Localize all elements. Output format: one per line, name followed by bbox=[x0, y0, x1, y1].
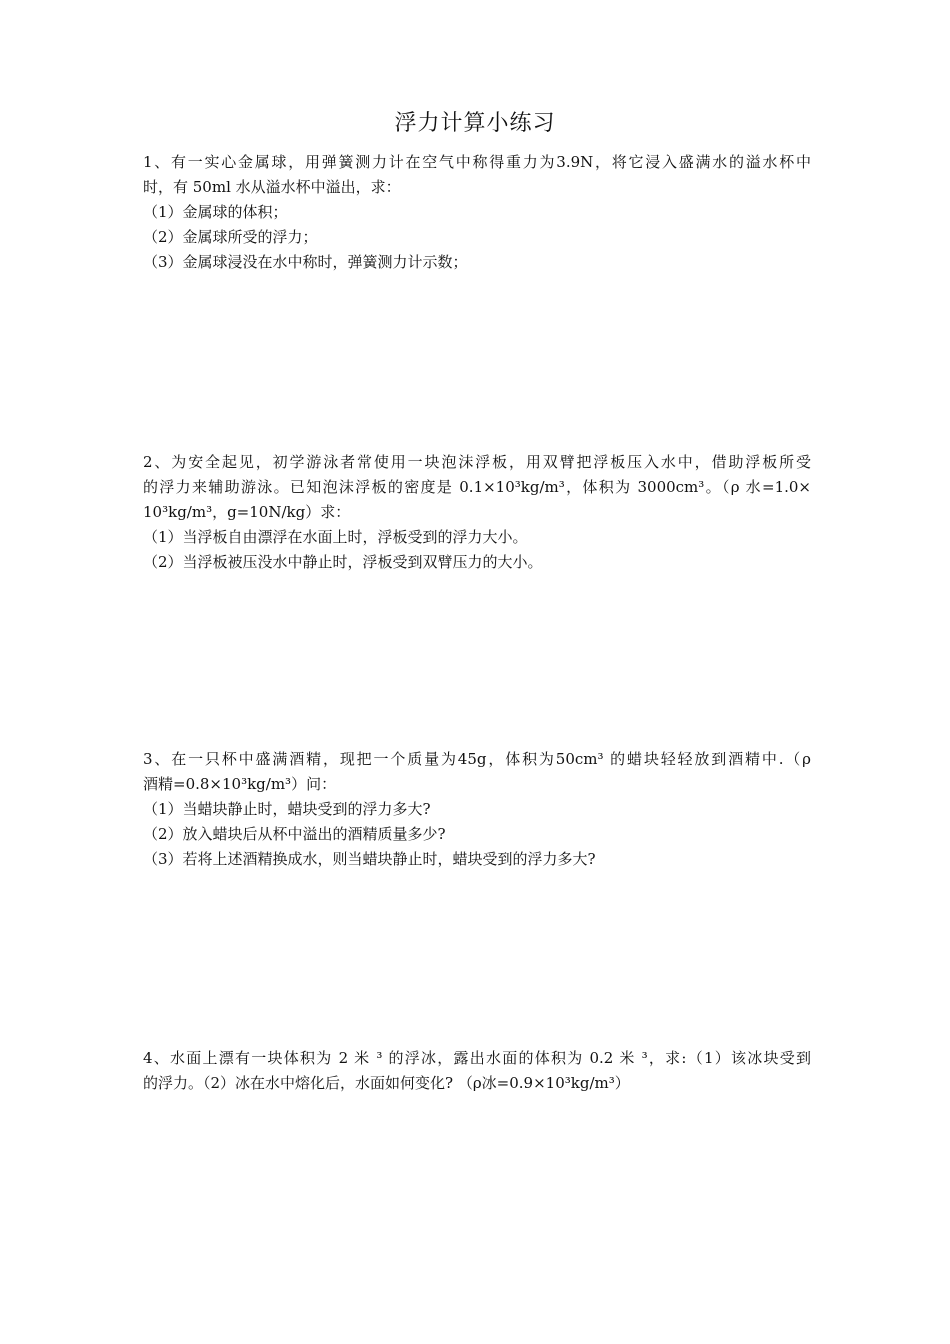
problem-4-line-1: 4、水面上漂有一块体积为 2 米 ³ 的浮冰，露出水面的体积为 0.2 米 ³，求:（1）该冰块受到 bbox=[143, 1049, 811, 1067]
problem-3-question-2: （2）放入蜡块后从杯中溢出的酒精质量多少? bbox=[143, 825, 446, 843]
problem-2-question-1: （1）当浮板自由漂浮在水面上时，浮板受到的浮力大小。 bbox=[143, 528, 528, 546]
problem-1-question-3: （3）金属球浸没在水中称时，弹簧测力计示数； bbox=[143, 253, 468, 271]
problem-3-question-3: （3）若将上述酒精换成水，则当蜡块静止时，蜡块受到的浮力多大? bbox=[143, 850, 596, 868]
problem-2 bbox=[143, 450, 811, 575]
problem-1-question-2: （2）金属球所受的浮力； bbox=[143, 228, 318, 246]
problem-1-line-2: 时，有 50ml 水从溢水杯中溢出，求： bbox=[143, 178, 401, 196]
problem-3-question-1: （1）当蜡块静止时，蜡块受到的浮力多大? bbox=[143, 800, 431, 818]
problem-4-line-2: 的浮力。（2）冰在水中熔化后，水面如何变化? （ρ冰=0.9×10³kg/m³） bbox=[143, 1074, 630, 1092]
problem-2-question-2: （2）当浮板被压没水中静止时，浮板受到双臂压力的大小。 bbox=[143, 553, 543, 571]
problem-4 bbox=[143, 1046, 811, 1096]
problem-1-line-1: 1、有一实心金属球，用弹簧测力计在空气中称得重力为3.9N，将它浸入盛满水的溢水杯中 bbox=[143, 153, 811, 171]
page-title: 浮力计算小练习 bbox=[394, 111, 556, 136]
problem-2-line-3: 10³kg/m³，g=10N/kg）求： bbox=[143, 503, 351, 521]
problem-3-line-1: 3、在一只杯中盛满酒精，现把一个质量为45g，体积为50cm³ 的蜡块轻轻放到酒精中.（ρ bbox=[143, 750, 811, 768]
problem-3 bbox=[143, 747, 811, 872]
problem-2-line-2: 的浮力来辅助游泳。已知泡沫浮板的密度是 0.1×10³kg/m³，体积为 3000cm³。（ρ 水=1.0× bbox=[143, 478, 811, 496]
problem-2-line-1: 2、为安全起见，初学游泳者常使用一块泡沫浮板，用双臂把浮板压入水中，借助浮板所受 bbox=[143, 453, 811, 471]
problem-1-question-1: （1）金属球的体积； bbox=[143, 203, 288, 221]
problem-3-line-2: 酒精=0.8×10³kg/m³）问： bbox=[143, 775, 337, 793]
problem-1 bbox=[143, 150, 811, 275]
